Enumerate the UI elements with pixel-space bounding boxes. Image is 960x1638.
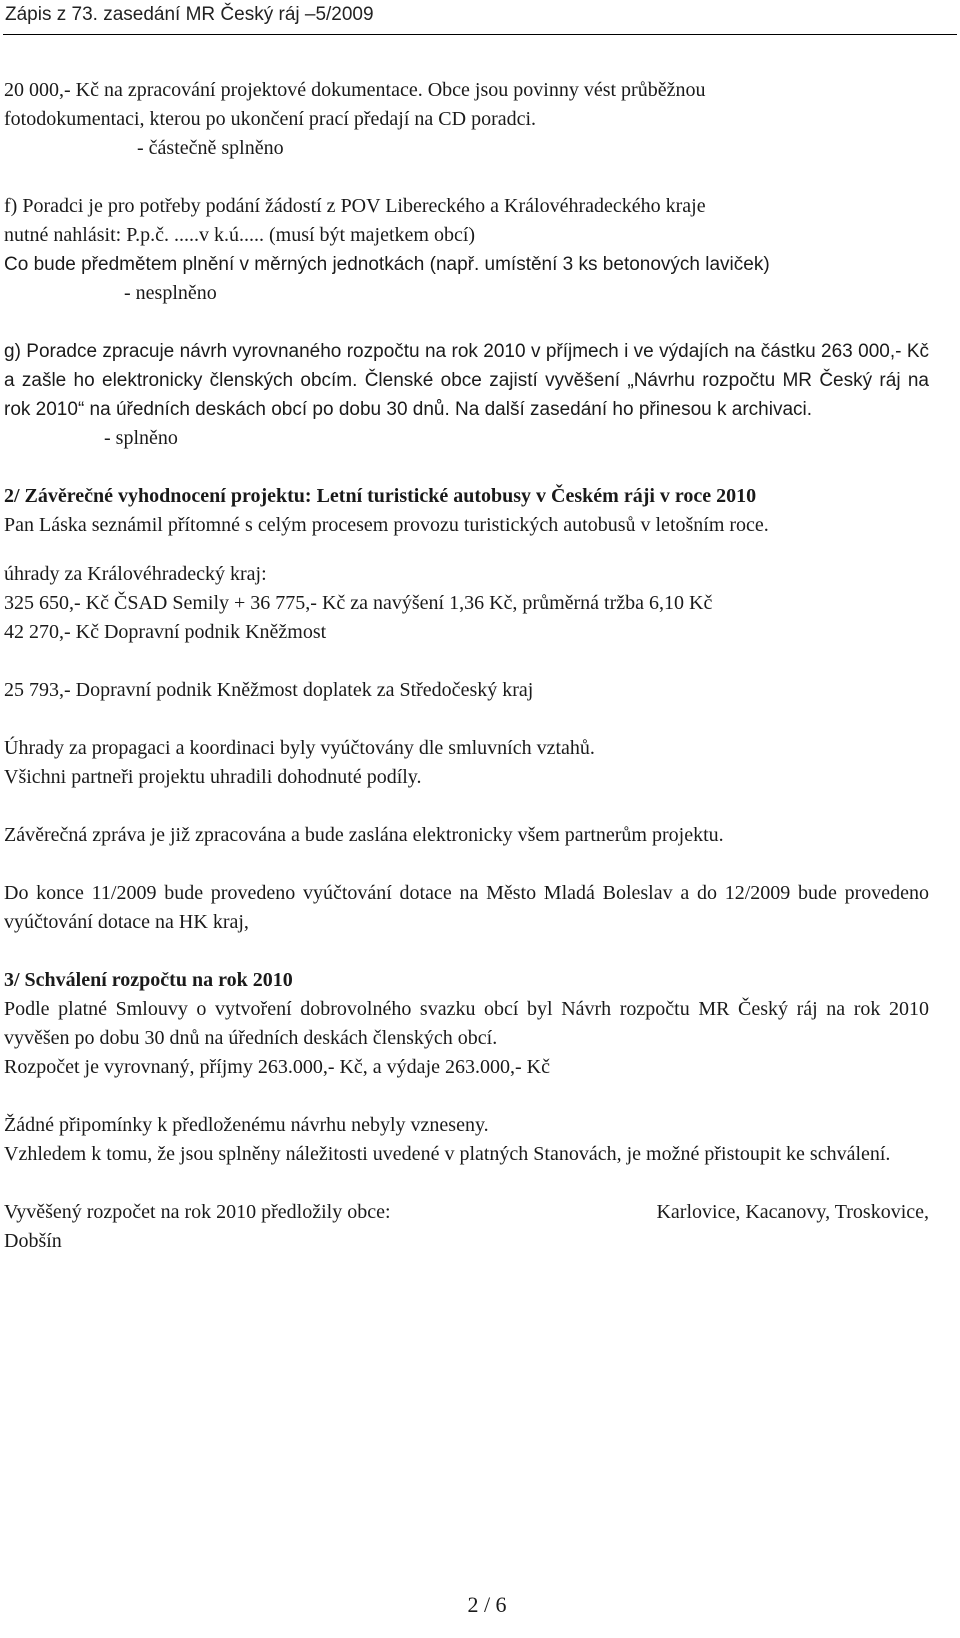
- paragraph-line: [4, 1198, 929, 1227]
- paragraph-line: Žádné připomínky k předloženému návrhu nebyly vzneseny.: [4, 1114, 489, 1136]
- status-line: - splněno: [104, 427, 178, 449]
- status-line: - nesplněno: [124, 282, 217, 304]
- page-number: 2 / 6: [467, 1592, 507, 1617]
- spacer: [4, 163, 929, 192]
- paragraph-line: 25 793,- Dopravní podnik Kněžmost doplatek za Středočeský kraj: [4, 679, 534, 701]
- status-line: - částečně splněno: [137, 137, 284, 159]
- paragraph: Podle platné Smlouvy o vytvoření dobrovolného svazku obcí byl Návrh rozpočtu MR Český ráj na rok 2010 vyvěšen po dobu 30 dnů na úředních deskách členských obcí.: [4, 998, 929, 1049]
- paragraph-line: f) Poradci je pro potřeby podání žádostí z POV Libereckého a Královéhradeckého kraje: [4, 195, 706, 217]
- page-header: Zápis z 73. zasedání MR Český ráj –5/2009: [5, 4, 374, 25]
- paragraph-line: 20 000,- Kč na zpracování projektové dokumentace. Obce jsou povinny vést průběžnou: [4, 79, 706, 101]
- paragraph-line: fotodokumentaci, kterou po ukončení prací předají na CD poradci.: [4, 108, 537, 130]
- spacer: [4, 792, 929, 821]
- spacer: [4, 1082, 929, 1111]
- paragraph-line: Závěrečná zpráva je již zpracována a bude zaslána elektronicky všem partnerům projektu.: [4, 824, 724, 846]
- paragraph-g: g) Poradce zpracuje návrh vyrovnaného rozpočtu na rok 2010 v příjmech i ve výdajích na částku 263 000,- Kč a zašle ho elektronicky členských obcím. Členské obce zajistí vyvěšení „Návrhu rozpočtu MR Český ráj na rok 2010“ na úředních deskách obcí po dobu 30 dnů. Na další zasedání ho přinesou k archivaci.: [4, 341, 929, 420]
- section-heading: 2/ Závěrečné vyhodnocení projektu: Letní turistické autobusy v Českém ráji v roce 2010: [4, 485, 757, 507]
- spacer: [4, 647, 929, 676]
- paragraph-line: 42 270,- Kč Dopravní podnik Kněžmost: [4, 621, 327, 643]
- paragraph-line: Dobšín: [4, 1230, 62, 1252]
- spacer: [4, 1169, 929, 1198]
- paragraph-line: úhrady za Královéhradecký kraj:: [4, 563, 267, 585]
- paragraph: Vzhledem k tomu, že jsou splněny náležitosti uvedené v platných Stanovách, je možné přistoupit ke schválení.: [4, 1143, 891, 1165]
- spacer: [4, 453, 929, 482]
- paragraph-line: Všichni partneři projektu uhradili dohodnuté podíly.: [4, 766, 422, 788]
- header-divider: [3, 34, 957, 35]
- section-heading: 3/ Schválení rozpočtu na rok 2010: [4, 969, 293, 991]
- paragraph-line: Co bude předmětem plnění v měrných jednotkách (např. umístění 3 ks betonových laviček): [4, 254, 770, 275]
- spacer: [4, 540, 929, 560]
- spacer: [4, 308, 929, 337]
- paragraph: Pan Láska seznámil přítomné s celým procesem provozu turistických autobusů v letošním roce.: [4, 514, 769, 536]
- paragraph: Do konce 11/2009 bude provedeno vyúčtování dotace na Město Mladá Boleslav a do 12/2009 bude provedeno vyúčtování dotace na HK kraj,: [4, 882, 929, 933]
- text-span: Karlovice, Kacanovy, Troskovice,: [656, 1201, 929, 1223]
- spacer: [4, 937, 929, 966]
- paragraph-line: nutné nahlásit: P.p.č. .....v k.ú..... (musí být majetkem obcí): [4, 224, 476, 246]
- spacer: [4, 705, 929, 734]
- text-span: Vyvěšený rozpočet na rok 2010 předložily obce:: [4, 1201, 391, 1223]
- paragraph-line: Rozpočet je vyrovnaný, příjmy 263.000,- Kč, a výdaje 263.000,- Kč: [4, 1056, 550, 1078]
- document-body: [4, 76, 929, 1256]
- spacer: [4, 850, 929, 879]
- paragraph-line: 325 650,- Kč ČSAD Semily + 36 775,- Kč za navýšení 1,36 Kč, průměrná tržba 6,10 Kč: [4, 592, 713, 614]
- paragraph-line: Úhrady za propagaci a koordinaci byly vyúčtovány dle smluvních vztahů.: [4, 737, 595, 759]
